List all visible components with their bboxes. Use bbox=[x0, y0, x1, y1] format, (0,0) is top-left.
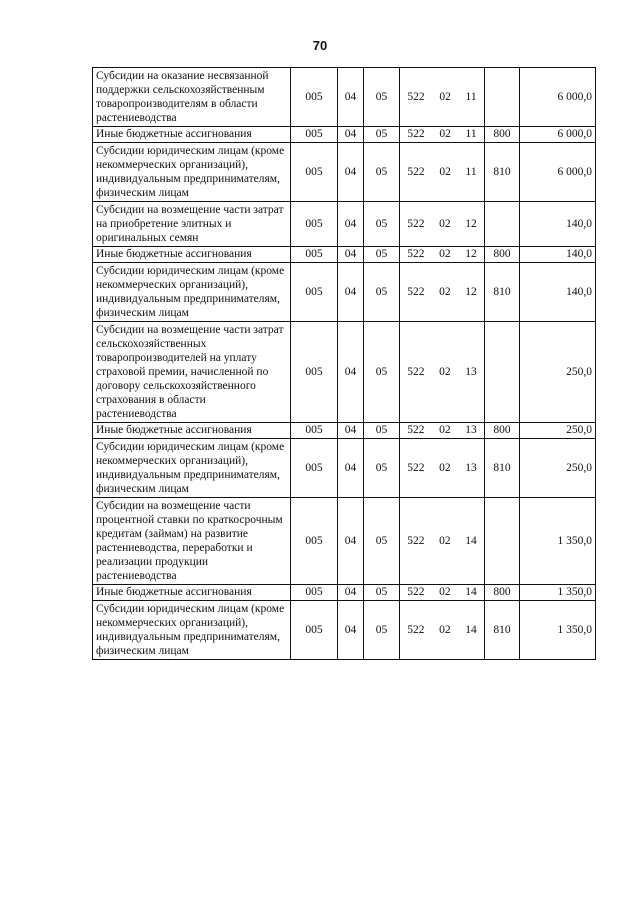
expense-type-code: 810 bbox=[485, 143, 520, 202]
target-article-part: 522 bbox=[407, 91, 425, 103]
row-name: Субсидии юридическим лицам (кроме некоммерческих организаций), индивидуальным предпринимателям, физическим лицам bbox=[93, 439, 291, 498]
grbs-code: 005 bbox=[291, 247, 338, 263]
target-article-part: 522 bbox=[407, 218, 425, 230]
expense-type-code: 810 bbox=[485, 439, 520, 498]
expense-type-code: 800 bbox=[485, 423, 520, 439]
row-name: Субсидии на возмещение части затрат сельскохозяйственных товаропроизводителей на уплату страховой премии, начисленной по договору сельскохозяйственного страхования в области растениеводства bbox=[93, 322, 291, 423]
target-article-part: 02 bbox=[439, 166, 451, 178]
target-article-part: 02 bbox=[439, 535, 451, 547]
expense-type-code bbox=[485, 322, 520, 423]
table-row bbox=[93, 68, 596, 127]
row-name: Субсидии юридическим лицам (кроме некоммерческих организаций), индивидуальным предпринимателям, физическим лицам bbox=[93, 143, 291, 202]
target-article-part: 02 bbox=[439, 128, 451, 140]
target-article-part: 02 bbox=[439, 586, 451, 598]
section-code: 04 bbox=[338, 68, 364, 127]
grbs-code: 005 bbox=[291, 423, 338, 439]
target-article-code bbox=[400, 202, 485, 247]
table-row bbox=[93, 423, 596, 439]
amount: 140,0 bbox=[520, 263, 596, 322]
target-article-code bbox=[400, 263, 485, 322]
target-article-code bbox=[400, 439, 485, 498]
row-name: Иные бюджетные ассигнования bbox=[93, 247, 291, 263]
section-code: 04 bbox=[338, 263, 364, 322]
target-article-code bbox=[400, 68, 485, 127]
table-row bbox=[93, 263, 596, 322]
subsection-code: 05 bbox=[364, 68, 400, 127]
grbs-code: 005 bbox=[291, 601, 338, 660]
table-row bbox=[93, 498, 596, 585]
table-row bbox=[93, 439, 596, 498]
amount: 250,0 bbox=[520, 439, 596, 498]
target-article-code bbox=[400, 143, 485, 202]
subsection-code: 05 bbox=[364, 263, 400, 322]
expense-type-code bbox=[485, 498, 520, 585]
target-article-part: 02 bbox=[439, 91, 451, 103]
table-row bbox=[93, 247, 596, 263]
row-name: Субсидии на возмещение части затрат на приобретение элитных и оригинальных семян bbox=[93, 202, 291, 247]
target-article-part: 14 bbox=[465, 535, 477, 547]
target-article-part: 522 bbox=[407, 462, 425, 474]
subsection-code: 05 bbox=[364, 423, 400, 439]
target-article-part: 11 bbox=[465, 91, 477, 103]
row-name: Иные бюджетные ассигнования bbox=[93, 127, 291, 143]
target-article-part: 522 bbox=[407, 424, 425, 436]
target-article-part: 02 bbox=[439, 624, 451, 636]
expense-type-code bbox=[485, 68, 520, 127]
section-code: 04 bbox=[338, 202, 364, 247]
target-article-code bbox=[400, 601, 485, 660]
target-article-part: 12 bbox=[465, 218, 477, 230]
section-code: 04 bbox=[338, 498, 364, 585]
expense-type-code: 810 bbox=[485, 263, 520, 322]
amount: 1 350,0 bbox=[520, 601, 596, 660]
target-article-part: 02 bbox=[439, 218, 451, 230]
target-article-part: 02 bbox=[439, 366, 451, 378]
target-article-part: 522 bbox=[407, 286, 425, 298]
amount: 6 000,0 bbox=[520, 143, 596, 202]
section-code: 04 bbox=[338, 601, 364, 660]
grbs-code: 005 bbox=[291, 202, 338, 247]
grbs-code: 005 bbox=[291, 439, 338, 498]
expense-type-code: 800 bbox=[485, 127, 520, 143]
subsection-code: 05 bbox=[364, 143, 400, 202]
target-article-part: 522 bbox=[407, 624, 425, 636]
expense-type-code: 810 bbox=[485, 601, 520, 660]
subsection-code: 05 bbox=[364, 322, 400, 423]
target-article-code bbox=[400, 498, 485, 585]
row-name: Иные бюджетные ассигнования bbox=[93, 585, 291, 601]
amount: 1 350,0 bbox=[520, 585, 596, 601]
section-code: 04 bbox=[338, 439, 364, 498]
subsection-code: 05 bbox=[364, 127, 400, 143]
target-article-part: 02 bbox=[439, 248, 451, 260]
target-article-part: 02 bbox=[439, 286, 451, 298]
row-name: Субсидии юридическим лицам (кроме некоммерческих организаций), индивидуальным предпринимателям, физическим лицам bbox=[93, 601, 291, 660]
target-article-part: 11 bbox=[465, 166, 477, 178]
section-code: 04 bbox=[338, 585, 364, 601]
subsection-code: 05 bbox=[364, 585, 400, 601]
section-code: 04 bbox=[338, 127, 364, 143]
target-article-code bbox=[400, 127, 485, 143]
grbs-code: 005 bbox=[291, 127, 338, 143]
section-code: 04 bbox=[338, 423, 364, 439]
grbs-code: 005 bbox=[291, 322, 338, 423]
amount: 250,0 bbox=[520, 423, 596, 439]
amount: 1 350,0 bbox=[520, 498, 596, 585]
target-article-code bbox=[400, 322, 485, 423]
amount: 140,0 bbox=[520, 247, 596, 263]
budget-table bbox=[92, 67, 596, 660]
section-code: 04 bbox=[338, 247, 364, 263]
table-row bbox=[93, 143, 596, 202]
target-article-part: 522 bbox=[407, 128, 425, 140]
subsection-code: 05 bbox=[364, 247, 400, 263]
amount: 6 000,0 bbox=[520, 127, 596, 143]
table-row bbox=[93, 322, 596, 423]
grbs-code: 005 bbox=[291, 68, 338, 127]
expense-type-code bbox=[485, 202, 520, 247]
target-article-part: 14 bbox=[465, 624, 477, 636]
row-name: Субсидии на оказание несвязанной поддержки сельскохозяйственным товаропроизводителям в области растениеводства bbox=[93, 68, 291, 127]
target-article-code bbox=[400, 423, 485, 439]
target-article-part: 11 bbox=[465, 128, 477, 140]
target-article-part: 13 bbox=[465, 424, 477, 436]
target-article-code bbox=[400, 585, 485, 601]
section-code: 04 bbox=[338, 322, 364, 423]
grbs-code: 005 bbox=[291, 585, 338, 601]
target-article-part: 12 bbox=[465, 248, 477, 260]
grbs-code: 005 bbox=[291, 143, 338, 202]
target-article-part: 14 bbox=[465, 586, 477, 598]
target-article-part: 522 bbox=[407, 535, 425, 547]
subsection-code: 05 bbox=[364, 439, 400, 498]
target-article-part: 02 bbox=[439, 424, 451, 436]
target-article-code bbox=[400, 247, 485, 263]
subsection-code: 05 bbox=[364, 498, 400, 585]
section-code: 04 bbox=[338, 143, 364, 202]
table-row bbox=[93, 585, 596, 601]
target-article-part: 13 bbox=[465, 366, 477, 378]
table-row bbox=[93, 127, 596, 143]
amount: 250,0 bbox=[520, 322, 596, 423]
grbs-code: 005 bbox=[291, 263, 338, 322]
expense-type-code: 800 bbox=[485, 247, 520, 263]
page-number: 70 bbox=[312, 38, 328, 53]
expense-type-code: 800 bbox=[485, 585, 520, 601]
row-name: Иные бюджетные ассигнования bbox=[93, 423, 291, 439]
target-article-part: 522 bbox=[407, 586, 425, 598]
target-article-part: 522 bbox=[407, 366, 425, 378]
row-name: Субсидии юридическим лицам (кроме некоммерческих организаций), индивидуальным предпринимателям, физическим лицам bbox=[93, 263, 291, 322]
table-row bbox=[93, 202, 596, 247]
table-row bbox=[93, 601, 596, 660]
target-article-part: 13 bbox=[465, 462, 477, 474]
target-article-part: 02 bbox=[439, 462, 451, 474]
subsection-code: 05 bbox=[364, 202, 400, 247]
target-article-part: 12 bbox=[465, 286, 477, 298]
amount: 6 000,0 bbox=[520, 68, 596, 127]
subsection-code: 05 bbox=[364, 601, 400, 660]
row-name: Субсидии на возмещение части процентной ставки по краткосрочным кредитам (займам) на развитие растениеводства, переработки и реализации продукции растениеводства bbox=[93, 498, 291, 585]
grbs-code: 005 bbox=[291, 498, 338, 585]
target-article-part: 522 bbox=[407, 248, 425, 260]
target-article-part: 522 bbox=[407, 166, 425, 178]
amount: 140,0 bbox=[520, 202, 596, 247]
